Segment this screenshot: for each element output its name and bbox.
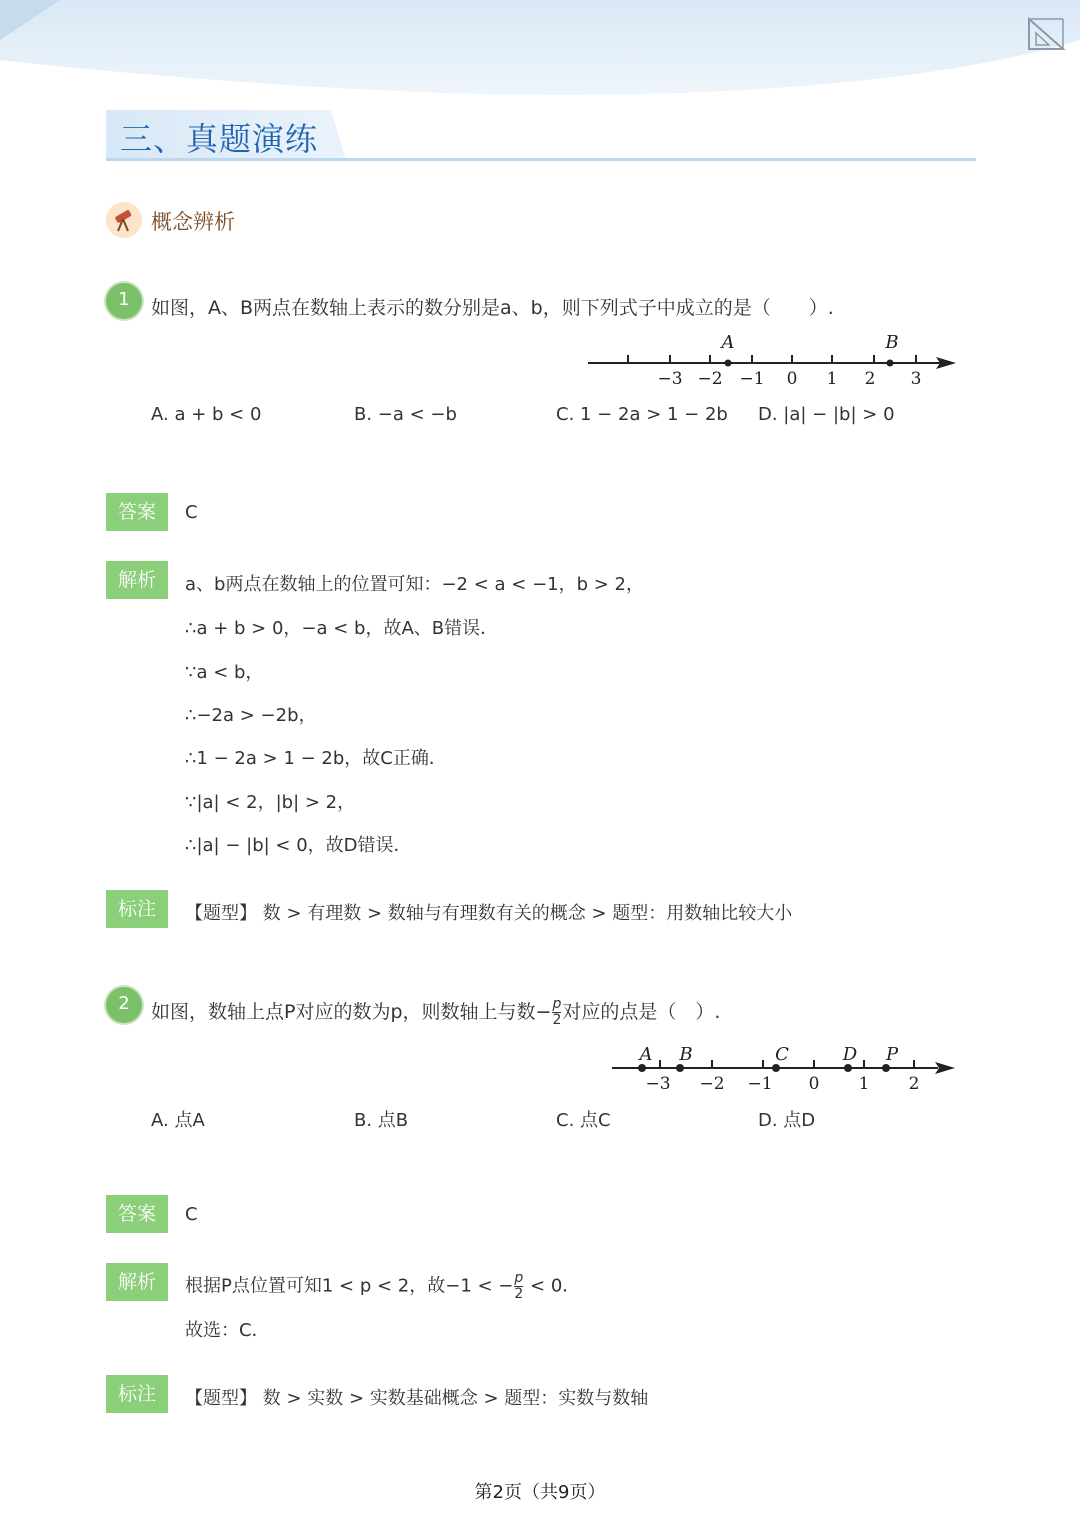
q2-point-c [772,1064,780,1072]
q2-point-label: A [639,1044,653,1065]
answer-tag: 答案 [106,493,168,531]
section-title: 三、真题演练 [120,120,319,158]
q1-point-label: A [721,332,735,353]
q2-point-label: C [775,1044,789,1065]
q2-analysis-line [185,1271,580,1302]
q1-tick-label: 0 [786,369,798,389]
note-tag: 标注 [106,890,168,928]
q1-tick-label: −3 [657,369,683,389]
q2-point-label: P [885,1044,899,1065]
q1-answer: C [185,502,198,523]
q2-fraction-denominator: 2 [552,1012,562,1028]
q2-point-label: D [842,1044,858,1065]
q2-number-line [600,1040,970,1096]
q1-note: 【题型】 数 > 有理数 > 数轴与有理数有关的概念 > 题型：用数轴比较大小 [185,903,793,924]
page-footer: 第2页（共9页） [474,1482,606,1503]
q1-analysis-line: ∵|a| < 2，|b| > 2， [185,792,356,813]
q1-analysis-line: ∴−2a > −2b， [185,705,317,726]
q2-note: 【题型】 数 > 实数 > 实数基础概念 > 题型：实数与数轴 [185,1388,649,1409]
q2-tick-label: 2 [908,1074,920,1094]
question-2-stem [151,997,720,1028]
q1-point-b [887,360,894,367]
q2-point-p [882,1064,890,1072]
q2-option-a: A. 点A [151,1110,205,1131]
q1-analysis-line: a、b两点在数轴上的位置可知：−2 < a < −1，b > 2， [185,574,645,595]
q1-tick-label: −1 [739,369,765,389]
question-1-stem: 如图，A、B两点在数轴上表示的数分别是a、b，则下列式子中成立的是（ ）. [151,297,834,319]
q1-analysis-line: ∴|a| − |b| < 0，故D错误． [185,835,412,856]
q1-option-a: A. a + b < 0 [151,404,262,425]
q2-tick-label: −2 [699,1074,725,1094]
q1-tick-label: 2 [864,369,876,389]
question-2-stem-start: 如图，数轴上点P对应的数为p，则数轴上与数− [151,1001,552,1023]
q2-option-c: C. 点C [556,1110,611,1131]
analysis-tag: 解析 [106,561,168,599]
q1-number-line [580,330,970,390]
q2-analysis-fraction-denominator: 2 [514,1286,524,1302]
q1-option-c: C. 1 − 2a > 1 − 2b [556,404,728,425]
q1-option-b: B. −a < −b [354,404,457,425]
q2-tick-label: −1 [747,1074,773,1094]
section-title-bar [106,110,976,166]
q2-analysis-start: 根据P点位置可知1 < p < 2，故−1 < − [185,1275,514,1297]
q2-answer: C [185,1204,198,1225]
subheading-label: 概念辨析 [151,210,235,234]
q2-analysis-end: < 0． [524,1275,581,1297]
q1-tick-label: 3 [910,369,922,389]
ruler-triangle-logo-icon [1026,16,1066,52]
q1-analysis-line: ∴1 − 2a > 1 − 2b，故C正确． [185,748,447,769]
q2-fraction [552,997,561,1028]
q2-analysis-line: 故选：C． [185,1320,270,1341]
q2-point-label: B [679,1044,693,1065]
answer-tag: 答案 [106,1195,168,1233]
q2-tick-label: −3 [645,1074,671,1094]
q2-point-a [638,1064,646,1072]
question-number-1: 1 [106,283,142,319]
note-tag: 标注 [106,1375,168,1413]
question-number-2: 2 [106,987,142,1023]
q2-option-d: D. 点D [758,1110,816,1131]
q1-analysis-line: ∴a + b > 0，−a < b，故A、B错误． [185,618,499,639]
q1-option-d: D. |a| − |b| > 0 [758,404,895,425]
q1-analysis-line: ∵a < b， [185,662,264,683]
q1-tick-label: 1 [826,369,838,389]
question-2-stem-end: 对应的点是（ ）. [562,1001,721,1023]
header-wave-decoration [0,0,1080,110]
q2-tick-label: 1 [858,1074,870,1094]
q2-point-d [844,1064,852,1072]
q2-analysis-fraction [514,1271,523,1302]
q1-point-a [725,360,732,367]
q1-point-label: B [885,332,899,353]
analysis-tag: 解析 [106,1263,168,1301]
q2-fraction-numerator: p [552,996,562,1012]
q2-point-b [676,1064,684,1072]
q2-analysis-fraction-numerator: p [514,1270,524,1286]
q2-tick-label: 0 [808,1074,820,1094]
q1-tick-label: −2 [697,369,723,389]
telescope-icon [106,202,142,238]
q2-option-b: B. 点B [354,1110,409,1131]
